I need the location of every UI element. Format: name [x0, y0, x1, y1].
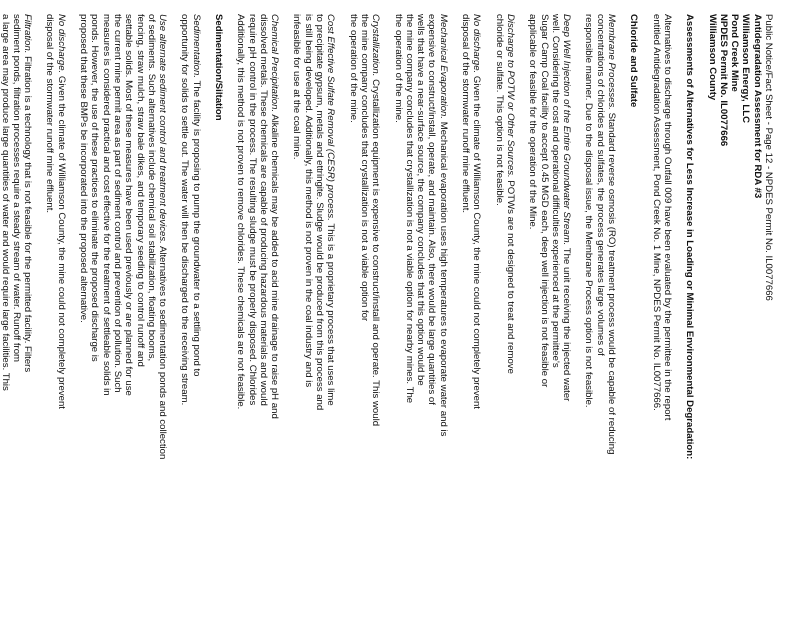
filtration-paragraph [0, 14, 33, 618]
paragraph-line: POTWs are not designed to treat and remove [504, 180, 516, 374]
header-line: Public Notice/Fact Sheet - Page 12 - NPDES Permit No. IL0077666 [763, 14, 774, 301]
paragraph-line: Standard reverse osmosis (RO) treatment process would be capable of reducing [606, 112, 618, 455]
header-line: Pond Creek Mine [729, 14, 741, 92]
paragraph-line: The facility is proposing to pump the groundwater to a settling pond to [190, 80, 202, 377]
header-line: Williamson Energy, LLC [740, 14, 752, 124]
document-header [706, 14, 774, 618]
paragraph-line: settable solids. Most of these measures have been used previously or are planned for use [123, 14, 135, 396]
paragraph-line: ponds. However, the use of these practices to eliminate the proposed discharge is [89, 14, 101, 362]
paragraph-line: dissolved metals. These chemicals are capable of producing hazardous materials and would [257, 14, 269, 406]
paragraph-line: the operation of the mine. [347, 14, 359, 123]
paragraph-line: the mine company concludes that crystallization is not a viable option for [358, 14, 370, 322]
paragraph-line: Alternatives to sedimentation ponds and collection [157, 245, 169, 460]
paragraph-line: infeasible for use at the coal mine. [291, 14, 303, 160]
membrane-paragraph [583, 14, 617, 618]
paragraph-line: disposal of the stormwater runoff mine effluent. [460, 14, 472, 214]
paragraph-line: Alkaline chemicals may be added to acid mine drainage to raise pH and [269, 114, 281, 419]
paragraph-line: fencing, straw mulch, straw bale dikes, and temporary seeding to control runoff and [134, 14, 146, 367]
paragraph-line: to precipitate gypsum, metals and ettringite. Sludge would be produced from this process and [314, 14, 326, 411]
paragraph-line: is still being developed. Additionally, this method is not proven in the coal industry and is [302, 14, 314, 388]
paragraph-line: Mechanical evaporation uses high temperatures to evaporate water and is [437, 121, 449, 437]
paragraph-line: the mine company concludes that crystallization is not a viable option for nearby mines. The [403, 14, 415, 404]
paragraph-line: Crystallization equipment is expensive to construct/install and operate. This would [370, 79, 382, 427]
chloride-sulfate-heading: Chloride and Sulfate [628, 14, 640, 108]
paragraph-lead: Mechanical Evaporation. [437, 14, 449, 120]
no-discharge-paragraph [44, 14, 67, 618]
deep-well-paragraph [527, 14, 572, 618]
paragraph-lead: Use alternate sediment control and treatment devices. [157, 14, 169, 244]
paragraph-lead: Deep Well Injection of the Entire Groundwater Stream. [561, 14, 573, 246]
paragraph-line: sediment ponds, filtration processes require a steady stream of water. Runoff from [10, 14, 22, 363]
paragraph-lead: Cost Effective Sulfate Removal (CESR) process. [325, 14, 337, 221]
paragraph-lead: Chemical Precipitation. [269, 14, 281, 113]
no-discharge-paragraph [460, 14, 483, 618]
paragraph-line: Alternatives to discharge through Outfall 009 have been evaluated by the permittee in the report [661, 14, 673, 421]
paragraph-line: disposal of the stormwater runoff mine effluent. [44, 14, 56, 214]
paragraph-lead: No discharge. [55, 14, 67, 74]
paragraph-line: the current mine permit area as part of sediment control and prevention of pollution. Such [111, 14, 123, 393]
paragraph-line: proposed that these BMPs be incorporated into the proposed alternative. [78, 14, 90, 323]
paragraph-line: require pH control in the process. The resulting sludge must be properly disposed. Chlorides [246, 14, 258, 406]
crystallization-paragraph [347, 14, 381, 618]
paragraph-lead: Sedimentation. [190, 14, 202, 78]
paragraph-line: Filtration is a technology that is not feasible for the permitted facility. Filters [22, 56, 34, 373]
cesr-paragraph [291, 14, 336, 618]
chemical-precipitation-paragraph [235, 14, 280, 618]
potw-paragraph [493, 14, 516, 618]
header-line: NPDES Permit No. IL0077666 [717, 14, 729, 147]
paragraph-line: measures is considered practical and cost effective for the treatment of settleable solids in [100, 14, 112, 396]
paragraph-line: entitled Antidegradation Assessment, Pond Creek No. 1 Mine, NPDES Permit No. IL0077666. [650, 14, 662, 411]
header-line: Williamson County [706, 14, 718, 101]
paragraph-lead: Discharge to POTW or Other Sources. [504, 14, 516, 178]
paragraph-line: the operation of the mine. [392, 14, 404, 123]
bmp-paragraph [78, 14, 168, 618]
paragraph-line: This is a proprietary process that uses lime [325, 223, 337, 406]
paragraph-line: expensive to construct/install, operate, and maintain. Also, there would be large quantities of [426, 14, 438, 405]
intro-paragraph [650, 14, 673, 618]
paragraph-lead: Crystallization. [370, 14, 382, 77]
paragraph-lead: No discharge. [471, 14, 483, 74]
paragraph-lead: Filtration. [22, 14, 34, 54]
paragraph-line: opportunity for solids to settle out. The water will then be discharged to the receiving stream. [179, 14, 191, 406]
paragraph-line: The unit receiving the injected water [561, 247, 573, 402]
paragraph-line: Given the climate of Williamson County, the mine could not completely prevent [55, 75, 67, 409]
paragraph-line: of sediments. Such alternatives include chemical soil stabilization, floating booms, [145, 14, 157, 362]
paragraph-line: concentrations of chlorides and sulfates, the process generates large volumes of [594, 14, 606, 356]
paragraph-line: chloride or sulfate. This option is not feasible. [493, 14, 505, 206]
paragraph-line: applicable or feasible for the operation of the Mine. [527, 14, 539, 230]
document-text [0, 14, 774, 618]
paragraph-line: Given the climate of Williamson County, the mine could not completely prevent [471, 75, 483, 409]
paragraph-line: Additionally, this method is not proven to remove chlorides. These chemicals are not feasible. [235, 14, 247, 410]
paragraph-line: well. Considering the cost and operational difficulties experienced at the permittee's [549, 14, 561, 368]
mechanical-evaporation-paragraph [392, 14, 448, 618]
paragraph-lead: Membrane Processes. [606, 14, 618, 110]
header-line: Antidegradation Assessment for RDA #3 [751, 14, 763, 199]
paragraph-line: Sugar Camp Coal facility to accept 0.45 MGD each, deep well injection is not feasible or [538, 14, 550, 388]
section-title: Assessments of Alternatives for Less Increase in Loading or Minimal Environmental Degradation: [684, 14, 696, 460]
sedimentation-paragraph [179, 14, 202, 618]
sedimentation-heading: Sedimentation/Siltation [213, 14, 225, 121]
paragraph-line: wells that have a near-surface source, the company concludes that this option would be [415, 14, 427, 386]
paragraph-line: responsible manner. Due to the disposal issue, the Membrane Process option is not feasible. [583, 14, 595, 408]
paragraph-line: a large area may produce large quantities of water and would require large facilities. This [0, 14, 11, 391]
